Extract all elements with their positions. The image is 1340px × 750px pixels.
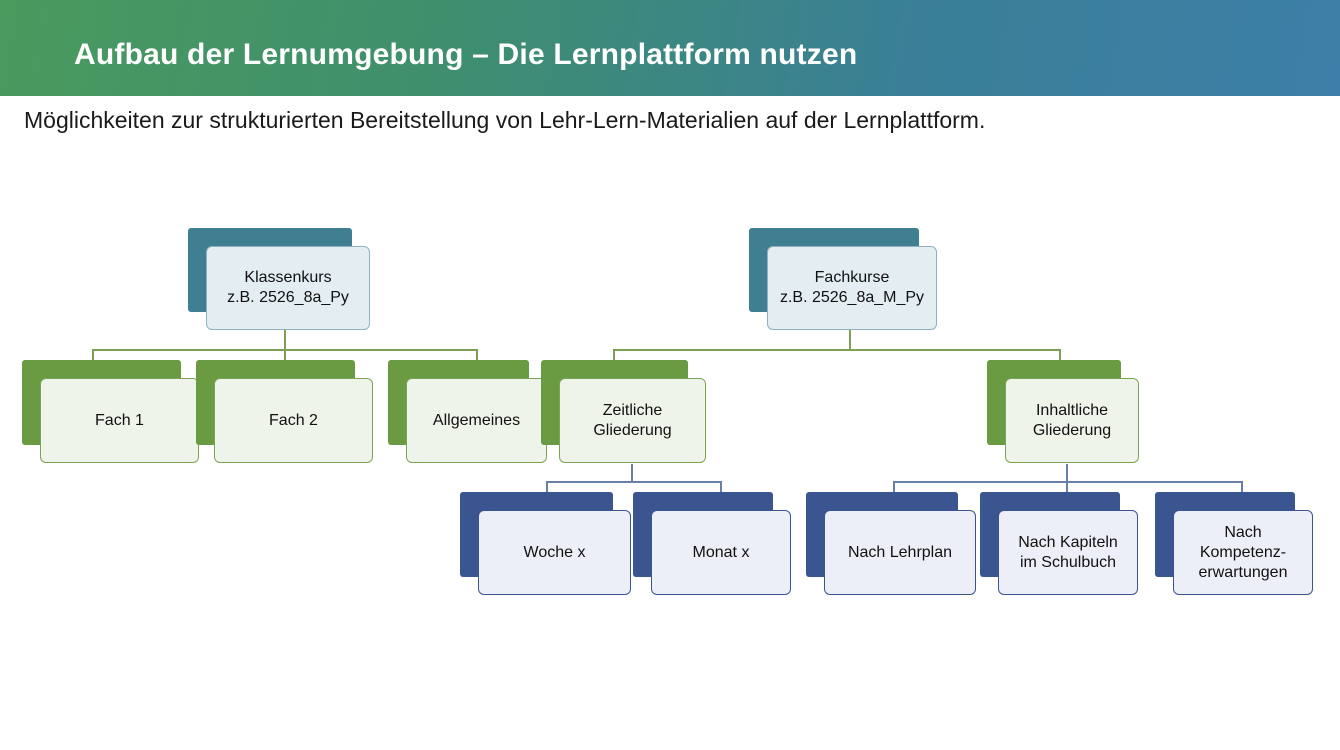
node-fachkurse[interactable]	[749, 228, 925, 312]
node-card	[214, 378, 373, 463]
node-card	[651, 510, 791, 595]
node-fach-1[interactable]	[22, 360, 181, 445]
node-label: Fach 2	[269, 411, 318, 429]
node-card	[478, 510, 631, 595]
connector-zeitliche-bus	[546, 481, 722, 483]
node-nach-lehrplan[interactable]	[806, 492, 958, 577]
node-card	[1005, 378, 1139, 463]
node-label: Fach 1	[95, 411, 144, 429]
connector-inhaltliche-stem	[1066, 464, 1068, 482]
connector-fachkurse-stem	[849, 330, 851, 350]
node-card	[824, 510, 976, 595]
page-title: Aufbau der Lernumgebung – Die Lernplattform nutzen	[74, 38, 858, 71]
node-label: Allgemeines	[432, 411, 521, 429]
node-woche-x[interactable]	[460, 492, 613, 577]
node-card	[767, 246, 937, 330]
subtitle: Möglichkeiten zur strukturierten Bereitstellung von Lehr-Lern-Materialien auf der Lernplattform.	[24, 107, 986, 133]
connector-zeitliche-stem	[631, 464, 633, 482]
node-card	[206, 246, 370, 330]
node-inhaltliche-gliederung[interactable]	[987, 360, 1121, 445]
node-label: Klassenkurs z.B. 2526_8a_Py	[227, 269, 349, 306]
node-fach-2[interactable]	[196, 360, 355, 445]
node-card	[559, 378, 706, 463]
node-label: Nach Kapiteln im Schulbuch	[1018, 533, 1118, 571]
connector-fachkurse-bus	[613, 349, 1061, 351]
node-label: Fachkurse z.B. 2526_8a_M_Py	[779, 269, 925, 306]
node-card	[998, 510, 1138, 595]
node-nach-kapiteln-im-schulbuch[interactable]	[980, 492, 1120, 577]
node-label: Zeitliche Gliederung	[593, 401, 672, 439]
node-monat-x[interactable]	[633, 492, 773, 577]
node-klassenkurs[interactable]	[188, 228, 352, 312]
node-label: Nach Kompetenz- erwartungen	[1198, 523, 1288, 581]
connector-klassenkurs-stem	[284, 330, 286, 350]
node-label: Nach Lehrplan	[847, 543, 953, 561]
node-nach-kompetenzerwartungen[interactable]	[1155, 492, 1295, 581]
node-allgemeines[interactable]	[388, 360, 529, 445]
node-card	[406, 378, 547, 463]
node-label: Inhaltliche Gliederung	[1032, 401, 1112, 439]
node-zeitliche-gliederung[interactable]	[541, 360, 688, 445]
node-label: Woche x	[523, 543, 586, 561]
node-label: Monat x	[692, 543, 750, 561]
node-card	[1173, 510, 1313, 595]
node-card	[40, 378, 199, 463]
connector-inhaltliche-bus	[893, 481, 1243, 483]
